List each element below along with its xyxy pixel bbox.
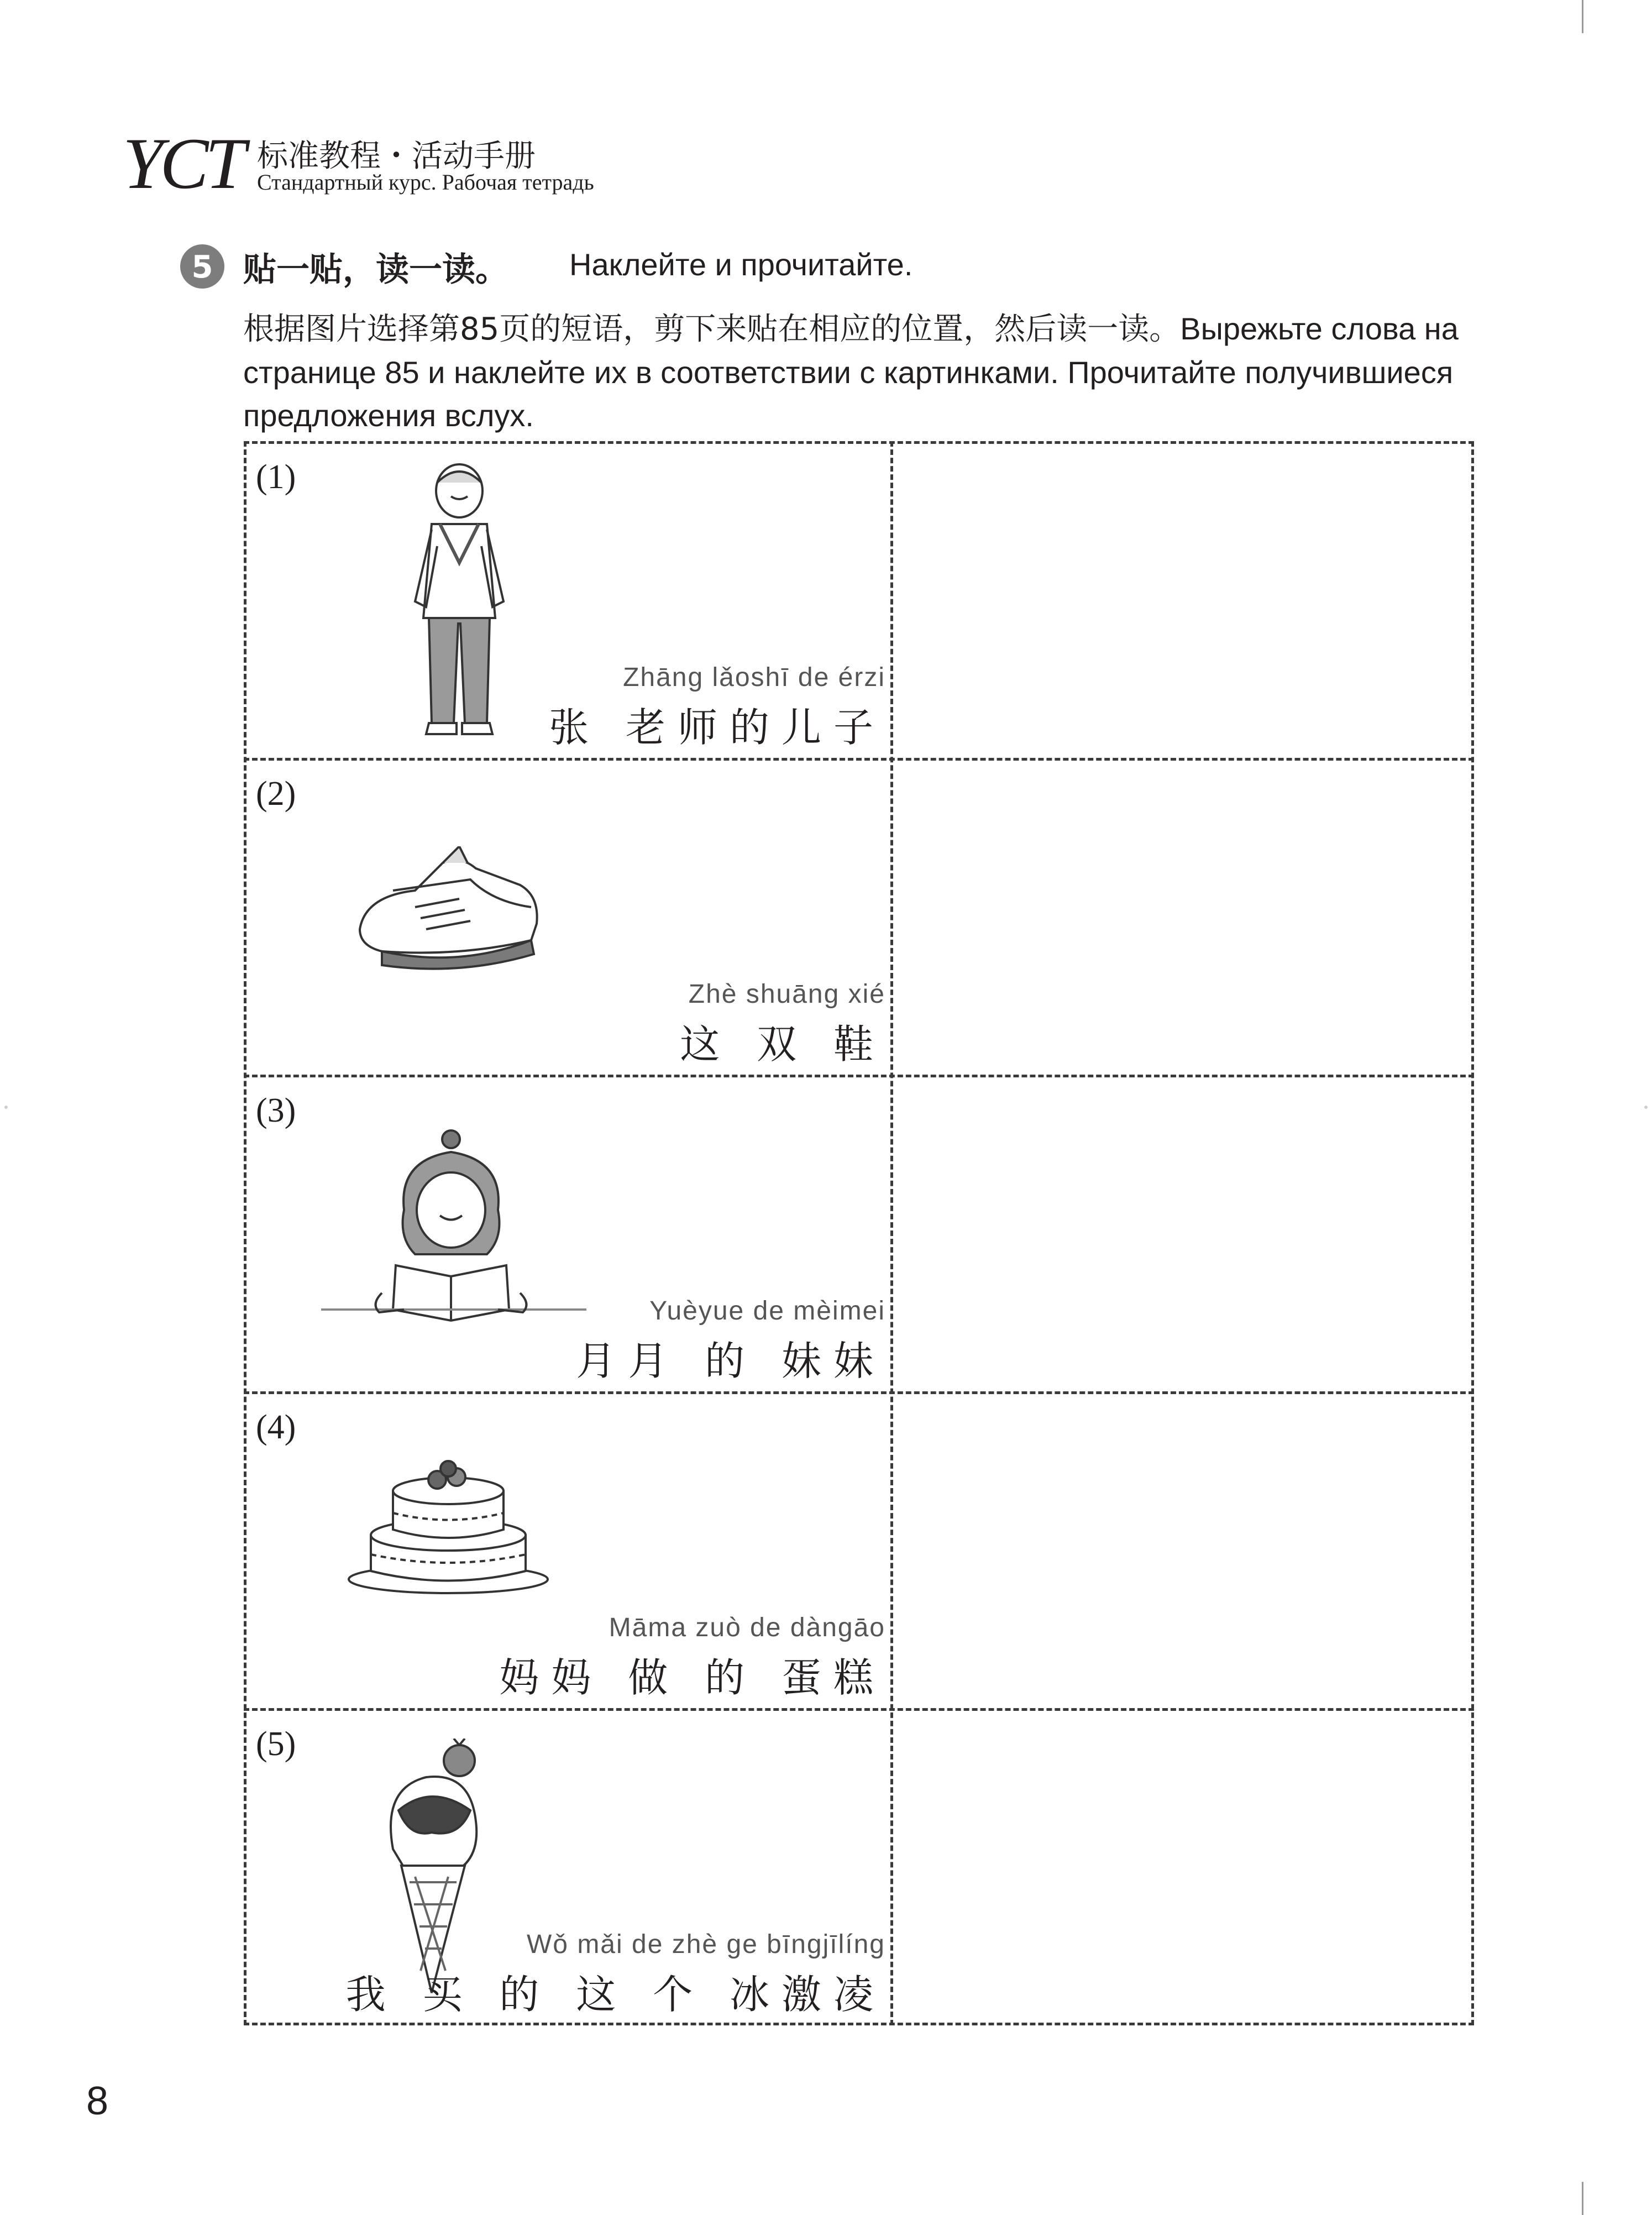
- table-border: [244, 2023, 1474, 2025]
- header-title-zh: 标准教程・活动手册: [257, 138, 536, 174]
- instruction-zh: 根据图片选择第85页的短语，剪下来贴在相应的位置，然后读一读。: [243, 311, 1181, 347]
- instruction-ru: Вырежьте слова на странице 85 и наклейте их в соответствии с картинками. Прочитайте получившиеся предложения вслух.: [243, 311, 1459, 433]
- crop-mark: [1582, 0, 1583, 33]
- item-hanzi: 这 双 鞋: [680, 1021, 885, 1067]
- item-hanzi: 月月 的 妹妹: [576, 1338, 885, 1384]
- boy-icon: [398, 458, 520, 742]
- item-label: (1): [256, 458, 296, 496]
- exercise-title-zh: 贴一贴，读一读。: [243, 250, 508, 289]
- girl-reading-icon: [321, 1127, 586, 1334]
- item-pinyin: Wǒ mǎi de zhè ge bīngjīlíng: [526, 1930, 885, 1959]
- shoes-icon: [349, 846, 548, 976]
- table-row: [244, 758, 1474, 1075]
- exercise-instruction: [243, 307, 1559, 437]
- table-row: [244, 1075, 1474, 1391]
- table-row: [244, 1708, 1474, 2023]
- item-hanzi: 张 老师的儿子: [549, 704, 885, 751]
- ice-cream-icon: [376, 1739, 487, 2001]
- item-label: (2): [256, 775, 296, 813]
- yct-logo: [123, 128, 255, 200]
- item-pinyin: Māma zuò de dàngāo: [609, 1613, 885, 1642]
- svg-text:YCT: YCT: [123, 128, 243, 200]
- item-label: (5): [256, 1725, 296, 1763]
- item-label: (3): [256, 1092, 296, 1129]
- sticker-table: [244, 441, 1474, 2025]
- crop-mark: [1582, 2182, 1583, 2215]
- page-number: 8: [86, 2079, 109, 2123]
- cake-icon: [343, 1452, 553, 1598]
- item-hanzi: 妈妈 做 的 蛋糕: [499, 1654, 885, 1701]
- exercise-number: 5: [191, 249, 213, 285]
- exercise-number-badge: [180, 244, 224, 289]
- exercise-title-ru: Наклейте и прочитайте.: [569, 247, 913, 282]
- item-pinyin: Zhè shuāng xié: [688, 980, 885, 1009]
- table-row: [244, 1391, 1474, 1708]
- table-row: [244, 441, 1474, 758]
- item-pinyin: Zhāng lǎoshī de érzi: [623, 663, 885, 692]
- item-label: (4): [256, 1408, 296, 1446]
- registration-dot: [4, 1106, 8, 1109]
- item-pinyin: Yuèyue de mèimei: [649, 1296, 885, 1326]
- header-title-ru: Стандартный курс. Рабочая тетрадь: [257, 170, 594, 195]
- registration-dot: [1644, 1106, 1648, 1109]
- item-hanzi: 我 买 的 这 个 冰激凌: [345, 1971, 885, 2018]
